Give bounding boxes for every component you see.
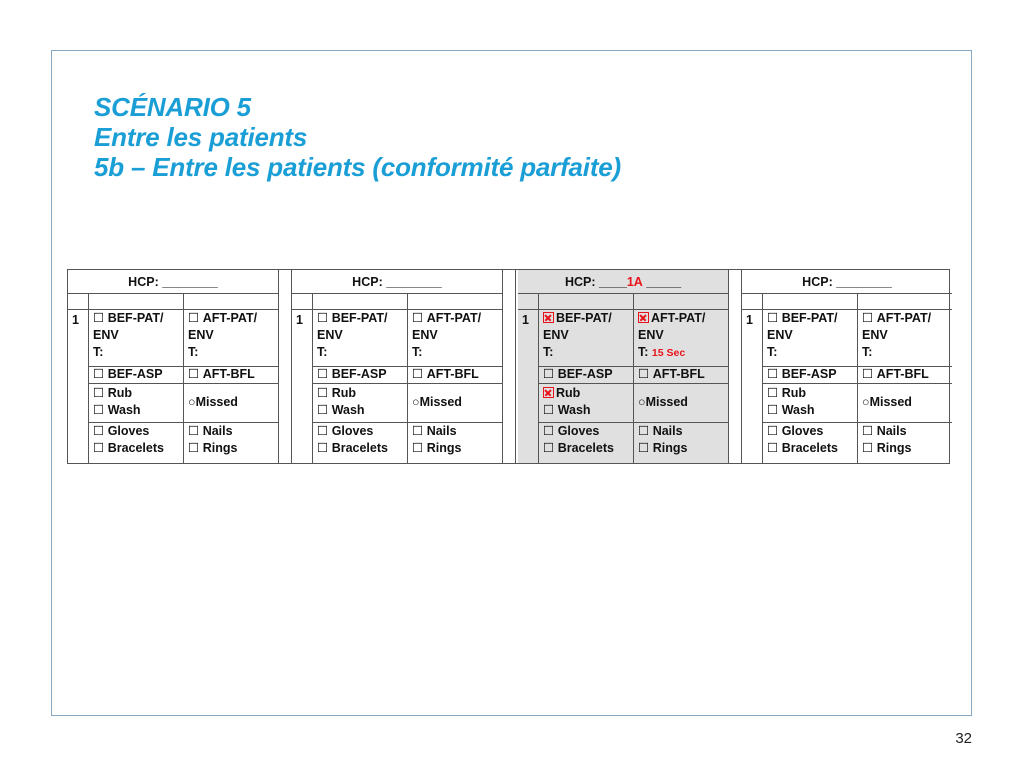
checkbox-icon[interactable]: ☐ xyxy=(93,403,108,417)
rub-label: Rub xyxy=(781,386,806,400)
grid-line xyxy=(762,294,763,463)
grid-line xyxy=(312,294,313,463)
aft-bfl-cell xyxy=(638,366,705,383)
rub-label: Rub xyxy=(107,386,132,400)
bef-asp-label: BEF-ASP xyxy=(107,367,163,381)
nails-cell xyxy=(862,423,911,457)
gloves-cell xyxy=(93,423,164,457)
bef-pat-label: BEF-PAT/ xyxy=(107,311,164,325)
hcp-label: HCP: ____ xyxy=(564,274,627,289)
nails-cell xyxy=(412,423,461,457)
bef-pat-label: BEF-PAT/ xyxy=(331,311,388,325)
rub-label: Rub xyxy=(556,386,581,400)
bef-pat-label: BEF-PAT/ xyxy=(556,311,612,325)
missed-cell xyxy=(638,394,688,411)
aft-pat-label: AFT-PAT/ xyxy=(876,311,932,325)
bef-asp-cell xyxy=(767,366,837,383)
nails-label: Nails xyxy=(202,424,233,438)
checkbox-icon[interactable]: ☐ xyxy=(93,367,108,381)
title-line-3: 5b – Entre les patients (conformité parfaite) xyxy=(94,152,622,182)
gloves-cell xyxy=(317,423,388,457)
observation-block xyxy=(742,270,952,463)
row-number: 1 xyxy=(522,313,529,327)
row-number-cell xyxy=(296,312,303,329)
aft-bfl-label: AFT-BFL xyxy=(202,367,255,381)
checkbox-icon[interactable]: ☐ xyxy=(93,441,108,455)
checkbox-icon[interactable]: ☐ xyxy=(412,367,427,381)
bef-pat-cell xyxy=(93,310,163,361)
bracelets-label: Bracelets xyxy=(781,441,838,455)
row-number-cell xyxy=(746,312,753,329)
checkbox-icon[interactable]: ☐ xyxy=(862,367,877,381)
radio-icon[interactable]: ○ xyxy=(638,395,646,409)
checkbox-icon[interactable]: ☐ xyxy=(317,311,332,325)
wash-label: Wash xyxy=(557,403,591,417)
grid-line xyxy=(407,294,408,463)
gloves-label: Gloves xyxy=(557,424,600,438)
radio-icon[interactable]: ○ xyxy=(412,395,420,409)
t-label: T: xyxy=(543,345,554,359)
wash-label: Wash xyxy=(107,403,141,417)
row-number-cell xyxy=(522,312,529,329)
checkbox-icon[interactable]: ☐ xyxy=(317,403,332,417)
aft-bfl-label: AFT-BFL xyxy=(426,367,479,381)
nails-cell xyxy=(638,423,687,457)
grid-line xyxy=(762,383,952,384)
t-label: T: xyxy=(188,345,199,359)
rub-wash-cell xyxy=(93,385,141,419)
rub-label: Rub xyxy=(331,386,356,400)
nails-label: Nails xyxy=(652,424,683,438)
t-label: T: xyxy=(862,345,873,359)
t-label: T: xyxy=(412,345,423,359)
column-gap xyxy=(278,270,292,463)
hcp-header xyxy=(292,270,502,294)
checked-box-icon[interactable] xyxy=(638,312,649,323)
checkbox-icon[interactable]: ☐ xyxy=(862,424,877,438)
aft-pat-label: AFT-PAT/ xyxy=(202,311,258,325)
hcp-label: HCP: ________ xyxy=(802,274,892,289)
checkbox-icon[interactable]: ☐ xyxy=(862,311,877,325)
checked-box-icon[interactable] xyxy=(543,387,554,398)
env-label: ENV xyxy=(767,328,793,342)
missed-cell xyxy=(412,394,462,411)
spacer-row xyxy=(68,294,278,310)
column-gap xyxy=(728,270,742,463)
grid-line xyxy=(538,294,539,463)
gloves-cell xyxy=(767,423,838,457)
row-number: 1 xyxy=(296,313,303,327)
aft-bfl-label: AFT-BFL xyxy=(652,367,705,381)
aft-pat-cell xyxy=(638,310,705,362)
checkbox-icon[interactable]: ☐ xyxy=(412,441,427,455)
hcp-code: 1A xyxy=(626,274,643,289)
hcp-header xyxy=(518,270,728,294)
hcp-label: HCP: ________ xyxy=(352,274,442,289)
t-label: T: xyxy=(767,345,778,359)
bef-pat-cell xyxy=(317,310,387,361)
title-line-2: Entre les patients xyxy=(94,122,308,152)
slide-title xyxy=(94,92,621,182)
time-value: 15 Sec xyxy=(651,347,686,359)
observation-block xyxy=(518,270,728,463)
page-number: 32 xyxy=(955,730,972,747)
checkbox-icon[interactable]: ☐ xyxy=(188,424,203,438)
checkbox-icon[interactable]: ☐ xyxy=(93,311,108,325)
checkbox-icon[interactable]: ☐ xyxy=(543,403,558,417)
bef-asp-cell xyxy=(543,366,613,383)
env-label: ENV xyxy=(93,328,119,342)
checkbox-icon[interactable]: ☐ xyxy=(767,424,782,438)
missed-label: Missed xyxy=(195,395,238,409)
row-number: 1 xyxy=(72,313,79,327)
aft-pat-cell xyxy=(188,310,257,361)
env-label: ENV xyxy=(317,328,343,342)
bef-asp-label: BEF-ASP xyxy=(781,367,837,381)
column-gap xyxy=(502,270,516,463)
rub-wash-cell xyxy=(543,385,591,419)
checkbox-icon[interactable]: ☐ xyxy=(93,386,108,400)
env-label: ENV xyxy=(862,328,888,342)
aft-bfl-cell xyxy=(188,366,255,383)
observation-block xyxy=(292,270,502,463)
checkbox-icon[interactable]: ☐ xyxy=(638,441,653,455)
row-number: 1 xyxy=(746,313,753,327)
gloves-label: Gloves xyxy=(781,424,824,438)
checkbox-icon[interactable]: ☐ xyxy=(543,424,558,438)
missed-label: Missed xyxy=(645,395,688,409)
nails-label: Nails xyxy=(876,424,907,438)
aft-pat-cell xyxy=(412,310,481,361)
bef-pat-cell xyxy=(543,310,612,361)
radio-icon[interactable]: ○ xyxy=(188,395,196,409)
checkbox-icon[interactable]: ☐ xyxy=(767,441,782,455)
checkbox-icon[interactable]: ☐ xyxy=(543,441,558,455)
row-number-cell xyxy=(72,312,79,329)
env-label: ENV xyxy=(543,328,569,342)
checkbox-icon[interactable]: ☐ xyxy=(412,424,427,438)
checkbox-icon[interactable]: ☐ xyxy=(638,367,653,381)
checkbox-icon[interactable]: ☐ xyxy=(188,441,203,455)
gloves-cell xyxy=(543,423,614,457)
grid-line xyxy=(183,294,184,463)
rub-wash-cell xyxy=(767,385,815,419)
missed-cell xyxy=(188,394,238,411)
checkbox-icon[interactable]: ☐ xyxy=(767,386,782,400)
env-label: ENV xyxy=(638,328,664,342)
rings-label: Rings xyxy=(876,441,912,455)
checkbox-icon[interactable]: ☐ xyxy=(862,441,877,455)
observation-block xyxy=(68,270,278,463)
observation-table xyxy=(67,269,950,464)
gloves-label: Gloves xyxy=(331,424,374,438)
checkbox-icon[interactable]: ☐ xyxy=(638,424,653,438)
grid-line xyxy=(633,294,634,463)
hcp-label: HCP: ________ xyxy=(128,274,218,289)
missed-label: Missed xyxy=(869,395,912,409)
spacer-row xyxy=(742,294,952,310)
nails-label: Nails xyxy=(426,424,457,438)
bracelets-label: Bracelets xyxy=(331,441,388,455)
hcp-header xyxy=(68,270,278,294)
aft-bfl-cell xyxy=(862,366,929,383)
hcp-suffix: _____ xyxy=(642,274,682,289)
title-line-1: SCÉNARIO 5 xyxy=(94,92,251,122)
checkbox-icon[interactable]: ☐ xyxy=(317,441,332,455)
rings-label: Rings xyxy=(652,441,688,455)
bef-asp-label: BEF-ASP xyxy=(557,367,613,381)
missed-cell xyxy=(862,394,912,411)
bracelets-label: Bracelets xyxy=(557,441,614,455)
t-label: T: xyxy=(638,345,649,359)
checkbox-icon[interactable]: ☐ xyxy=(767,367,782,381)
radio-icon[interactable]: ○ xyxy=(862,395,870,409)
checked-box-icon[interactable] xyxy=(543,312,554,323)
bracelets-label: Bracelets xyxy=(107,441,164,455)
bef-asp-cell xyxy=(317,366,387,383)
checkbox-icon[interactable]: ☐ xyxy=(188,367,203,381)
env-label: ENV xyxy=(188,328,214,342)
wash-label: Wash xyxy=(331,403,365,417)
hcp-header xyxy=(742,270,952,294)
spacer-row xyxy=(292,294,502,310)
gloves-label: Gloves xyxy=(107,424,150,438)
bef-asp-cell xyxy=(93,366,163,383)
nails-cell xyxy=(188,423,237,457)
aft-bfl-cell xyxy=(412,366,479,383)
bef-asp-label: BEF-ASP xyxy=(331,367,387,381)
checkbox-icon[interactable]: ☐ xyxy=(767,311,782,325)
rings-label: Rings xyxy=(426,441,462,455)
aft-pat-label: AFT-PAT/ xyxy=(651,311,706,325)
checkbox-icon[interactable]: ☐ xyxy=(93,424,108,438)
aft-pat-label: AFT-PAT/ xyxy=(426,311,482,325)
checkbox-icon[interactable]: ☐ xyxy=(543,367,558,381)
t-label: T: xyxy=(317,345,328,359)
checkbox-icon[interactable]: ☐ xyxy=(412,311,427,325)
grid-line xyxy=(88,383,278,384)
rings-label: Rings xyxy=(202,441,238,455)
rub-wash-cell xyxy=(317,385,365,419)
checkbox-icon[interactable]: ☐ xyxy=(317,424,332,438)
checkbox-icon[interactable]: ☐ xyxy=(317,386,332,400)
env-label: ENV xyxy=(412,328,438,342)
wash-label: Wash xyxy=(781,403,815,417)
bef-pat-cell xyxy=(767,310,837,361)
grid-line xyxy=(538,383,728,384)
grid-line xyxy=(88,294,89,463)
bef-pat-label: BEF-PAT/ xyxy=(781,311,838,325)
grid-line xyxy=(312,383,502,384)
checkbox-icon[interactable]: ☐ xyxy=(317,367,332,381)
grid-line xyxy=(857,294,858,463)
spacer-row xyxy=(518,294,728,310)
checkbox-icon[interactable]: ☐ xyxy=(767,403,782,417)
missed-label: Missed xyxy=(419,395,462,409)
checkbox-icon[interactable]: ☐ xyxy=(188,311,203,325)
aft-bfl-label: AFT-BFL xyxy=(876,367,929,381)
aft-pat-cell xyxy=(862,310,931,361)
t-label: T: xyxy=(93,345,104,359)
